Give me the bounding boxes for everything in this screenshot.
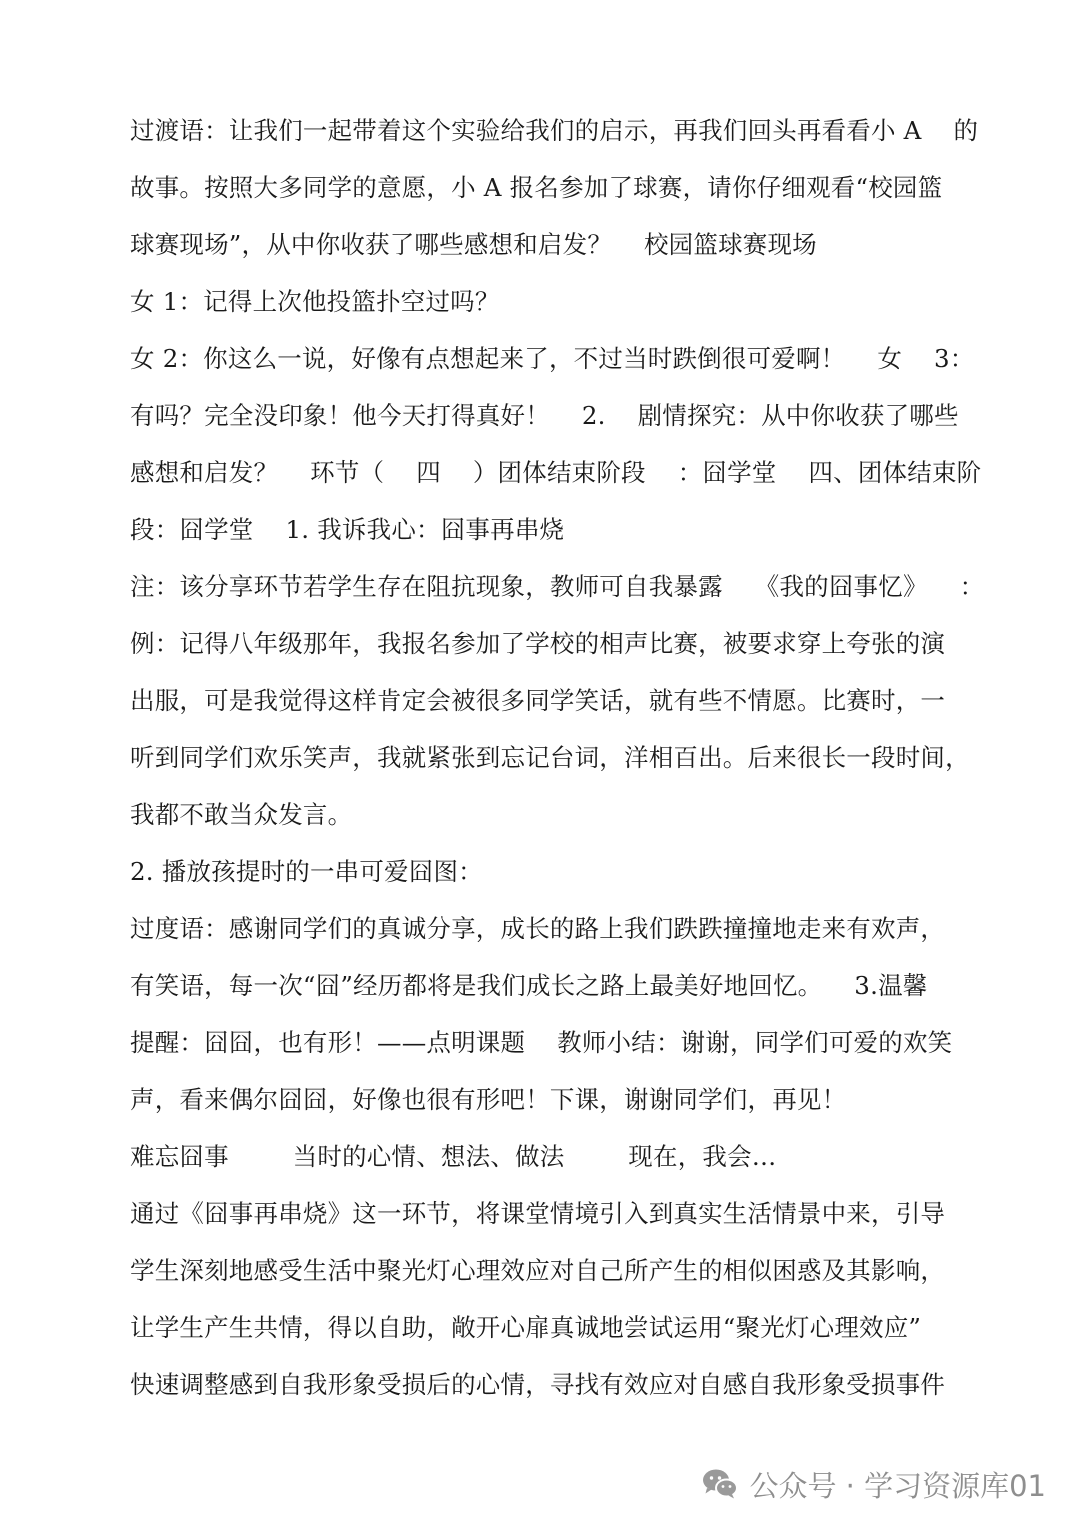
text-line: 有笑语，每一次“囧”经历都将是我们成长之路上最美好地回忆。 3.温馨 (130, 971, 928, 1000)
text-line: 声，看来偶尔囧囧，好像也很有形吧！下课，谢谢同学们，再见！ (130, 1085, 847, 1114)
text-line: 通过《囧事再串烧》这一环节，将课堂情境引入到真实生活情景中来，引导 (130, 1199, 946, 1228)
text-line: 听到同学们欢乐笑声，我就紧张到忘记台词，洋相百出。后来很长一段时间， (130, 743, 970, 772)
text-line: 快速调整感到自我形象受损后的心情，寻找有效应对自感自我形象受损事件 (130, 1370, 946, 1399)
text-line: 难忘囧事 当时的心情、想法、做法 现在，我会… (130, 1142, 777, 1171)
watermark-text: 公众号 · 学习资源库01 (749, 1468, 1046, 1503)
text-line: 段：囧学堂 1. 我诉我心：囧事再串烧 (130, 515, 565, 544)
text-line: 例：记得八年级那年，我报名参加了学校的相声比赛，被要求穿上夸张的演 (130, 629, 946, 658)
text-line: 球赛现场”，从中你收获了哪些感想和启发？ 校园篮球赛现场 (130, 230, 817, 259)
text-line: 学生深刻地感受生活中聚光灯心理效应对自己所产生的相似困惑及其影响， (130, 1256, 946, 1285)
text-line: 有吗？完全没印象！他今天打得真好！ 2. 剧情探究：从中你收获了哪些 (130, 401, 959, 430)
text-line: 感想和启发？ 环节（ 四 ）团体结束阶段 ：囧学堂 四、团体结束阶 (130, 458, 982, 487)
text-line: 故事。按照大多同学的意愿，小 A 报名参加了球赛，请你仔细观看“校园篮 (130, 173, 943, 202)
wechat-icon (701, 1467, 739, 1501)
text-line: 女 2：你这么一说，好像有点想起来了，不过当时跌倒很可爱啊！ 女 3： (130, 344, 975, 373)
text-line: 女 1：记得上次他投篮扑空过吗？ (130, 287, 500, 316)
text-line: 让学生产生共情，得以自助，敞开心扉真诚地尝试运用“聚光灯心理效应” (130, 1313, 922, 1342)
text-line: 过度语：感谢同学们的真诚分享，成长的路上我们跌跌撞撞地走来有欢声， (130, 914, 946, 943)
watermark (701, 1462, 1046, 1506)
text-line: 提醒：囧囧，也有形！——点明课题 教师小结：谢谢，同学们可爱的欢笑 (130, 1028, 953, 1057)
text-line: 注：该分享环节若学生存在阻抗现象，教师可自我暴露 《我的囧事忆》 ： (130, 572, 985, 601)
text-line: 过渡语：让我们一起带着这个实验给我们的启示，再我们回头再看看小 A 的 (130, 116, 979, 145)
text-line: 我都不敢当众发言。 (130, 800, 353, 829)
text-line: 出服，可是我觉得这样肯定会被很多同学笑话，就有些不情愿。比赛时，一 (130, 686, 946, 715)
text-line: 2. 播放孩提时的一串可爱囧图： (130, 857, 483, 886)
